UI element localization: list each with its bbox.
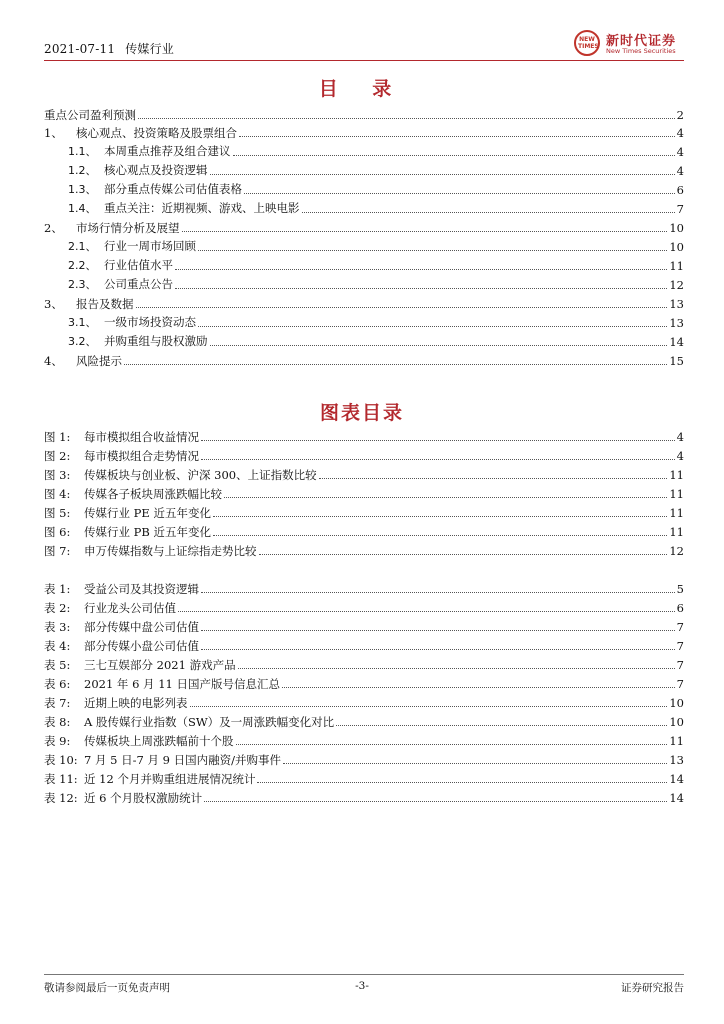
figure-entry-label: 传媒行业 PB 近五年变化 [84,525,211,539]
table-entry[interactable] [44,637,684,653]
logo-mark-icon [574,30,600,56]
table-entry[interactable] [44,656,684,672]
figure-list-title: 图表目录 [319,402,404,424]
figure-entry-page: 12 [669,544,684,558]
toc-entry-page: 10 [669,240,684,254]
table-entry-label: 近 12 个月并购重组进展情况统计 [84,772,256,786]
table-entry-label: 部分传媒小盘公司估值 [84,639,199,653]
dot-leader [198,326,667,327]
table-entry-page: 14 [669,772,684,786]
table-entry-page: 10 [669,715,684,729]
figure-entry[interactable] [44,485,684,501]
report-date: 2021-07-11 [44,42,116,56]
figure-entry-number: 图 2: [44,449,71,463]
figure-entry[interactable] [44,466,684,482]
toc-entry-label: 公司重点公告 [104,277,173,291]
toc-entry[interactable] [44,106,684,122]
table-entry-page: 10 [669,696,684,710]
toc-entry[interactable] [68,238,684,254]
table-entry[interactable] [44,713,684,729]
table-entry-label: 传媒板块上周涨跌幅前十个股 [84,734,234,748]
dot-leader [213,516,667,517]
toc-entry[interactable] [68,257,684,273]
table-entry-label: 7 月 5 日-7 月 9 日国内融资/并购事件 [84,753,281,767]
toc-entry-number: 1.1、 [68,145,97,158]
dot-leader [213,535,667,536]
table-entry-number: 表 4: [44,639,71,653]
table-entry-page: 5 [676,582,684,596]
toc-entry[interactable] [68,200,684,216]
toc-entry-label: 部分重点传媒公司估值表格 [104,182,242,196]
dot-leader [302,212,675,213]
table-entry-page: 6 [676,601,684,615]
table-entry-number: 表 12: [44,791,78,805]
table-entry-number: 表 6: [44,677,71,691]
dot-leader [282,687,675,688]
toc-entry-number: 3.1、 [68,316,97,329]
table-entry-number: 表 3: [44,620,71,634]
dot-leader [201,630,675,631]
figure-entry-label: 申万传媒指数与上证综指走势比较 [84,544,257,558]
toc-entry-label: 行业估值水平 [104,258,173,272]
table-entry-label: 三七互娱部分 2021 游戏产品 [84,658,236,672]
figure-entry-label: 传媒板块与创业板、沪深 300、上证指数比较 [84,468,317,482]
dot-leader [238,668,675,669]
toc-entry[interactable] [68,314,684,330]
industry-label: 传媒行业 [125,42,175,56]
toc-entry[interactable] [68,162,684,178]
table-entry[interactable] [44,580,684,596]
figure-entry-number: 图 5: [44,506,71,520]
dot-leader [201,649,675,650]
table-entry-number: 表 2: [44,601,71,615]
toc-entry[interactable] [68,333,684,349]
toc-entry-page: 4 [676,126,684,140]
toc-entry-number: 1.2、 [68,164,97,177]
figure-entry[interactable] [44,523,684,539]
dot-leader [224,497,667,498]
toc-entry[interactable] [68,276,684,292]
toc-entry-label: 并购重组与股权激励 [104,334,208,348]
toc-entry-page: 10 [669,221,684,235]
table-entry[interactable] [44,751,684,767]
disclaimer-note: 敬请参阅最后一页免责声明 [44,982,170,994]
figure-entry-number: 图 6: [44,525,71,539]
table-entry-number: 表 7: [44,696,71,710]
figure-entry-page: 11 [669,468,684,482]
figure-entry-page: 11 [669,506,684,520]
table-entry[interactable] [44,694,684,710]
toc-entry-label: 核心观点、投资策略及股票组合 [76,126,237,140]
toc-entry-number: 2.3、 [68,278,97,291]
toc-entry[interactable] [44,352,684,368]
toc-entry-label: 本周重点推荐及组合建议 [104,144,231,158]
table-entry-page: 7 [676,620,684,634]
table-entry-number: 表 9: [44,734,71,748]
dot-leader [257,782,667,783]
company-logo [574,28,688,58]
toc-entry-label: 风险提示 [76,354,122,368]
toc-entry-number: 3、 [44,297,63,311]
footer-divider [44,974,684,975]
figure-entry-label: 传媒行业 PE 近五年变化 [84,506,211,520]
table-entry[interactable] [44,789,684,805]
toc-entry-number: 2.2、 [68,259,97,272]
table-entry[interactable] [44,675,684,691]
figure-entry[interactable] [44,447,684,463]
logo-mark-text: NEW TIMES [578,36,599,50]
toc-entry[interactable] [44,219,684,235]
toc-title: 目 录 [318,78,406,100]
toc-entry-number: 1、 [44,126,63,140]
toc-entry-label: 一级市场投资动态 [104,315,196,329]
table-entry-page: 14 [669,791,684,805]
table-entry-page: 7 [676,677,684,691]
figure-entry-number: 图 1: [44,430,71,444]
table-entry-label: 受益公司及其投资逻辑 [84,582,199,596]
toc-entry-page: 2 [676,108,684,122]
table-entry[interactable] [44,732,684,748]
table-entry-page: 11 [669,734,684,748]
figure-entry-page: 4 [676,449,684,463]
dot-leader [178,611,675,612]
toc-entry-page: 4 [676,164,684,178]
dot-leader [259,554,668,555]
toc-entry-number: 4、 [44,354,63,368]
report-type: 证券研究报告 [621,982,684,994]
table-entry-label: A 股传媒行业指数（SW）及一周涨跌幅变化对比 [84,715,335,729]
table-entry-number: 表 11: [44,772,78,786]
dot-leader [210,174,675,175]
dot-leader [319,478,668,479]
dot-leader [201,459,675,460]
header-divider [44,60,684,61]
logo-name-cn: 新时代证券 [606,34,677,49]
table-entry[interactable] [44,770,684,786]
table-entry-page: 7 [676,639,684,653]
figure-entry-label: 每市模拟组合走势情况 [84,449,199,463]
toc-entry-page: 6 [676,183,684,197]
figure-entry-page: 11 [669,487,684,501]
figure-entry-label: 传媒各子板块周涨跌幅比较 [84,487,222,501]
toc-entry-number: 1.4、 [68,202,97,215]
toc-entry[interactable] [44,124,684,140]
table-entry-label: 近期上映的电影列表 [84,696,188,710]
dot-leader [210,345,668,346]
dot-leader [175,269,667,270]
table-entry[interactable] [44,618,684,634]
table-entry-page: 7 [676,658,684,672]
logo-name-en: New Times Securities [606,47,676,55]
table-entry[interactable] [44,599,684,615]
dot-leader [236,744,668,745]
toc-entry-page: 15 [669,354,684,368]
table-entry-page: 13 [669,753,684,767]
dot-leader [198,250,667,251]
toc-entry[interactable] [68,143,684,159]
toc-entry-page: 11 [669,259,684,273]
dot-leader [182,231,668,232]
toc-entry-page: 4 [676,145,684,159]
table-entry-number: 表 1: [44,582,71,596]
figure-entry-page: 4 [676,430,684,444]
toc-entry-page: 13 [669,316,684,330]
figure-entry-number: 图 3: [44,468,71,482]
toc-entry-page: 14 [669,335,684,349]
dot-leader [138,118,675,119]
figure-entry-number: 图 7: [44,544,71,558]
dot-leader [204,801,667,802]
dot-leader [136,307,668,308]
dot-leader [233,155,675,156]
figure-entry[interactable] [44,428,684,444]
table-entry-label: 行业龙头公司估值 [84,601,176,615]
page-header [44,40,180,57]
toc-entry-number: 3.2、 [68,335,97,348]
toc-entry[interactable] [68,181,684,197]
dot-leader [201,592,675,593]
toc-entry-label: 核心观点及投资逻辑 [104,163,208,177]
table-entry-number: 表 5: [44,658,71,672]
toc-entry-label: 报告及数据 [76,297,134,311]
page-number: -3- [355,980,369,992]
toc-entry-number: 2.1、 [68,240,97,253]
dot-leader [175,288,667,289]
toc-entry-label: 市场行情分析及展望 [76,221,180,235]
dot-leader [336,725,667,726]
toc-entry-number: 2、 [44,221,63,235]
dot-leader [124,364,667,365]
figure-entry-page: 11 [669,525,684,539]
dot-leader [201,440,675,441]
toc-entry-label: 行业一周市场回顾 [104,239,196,253]
dot-leader [190,706,668,707]
toc-entry-page: 12 [669,278,684,292]
toc-entry-number: 1.3、 [68,183,97,196]
figure-entry-number: 图 4: [44,487,71,501]
toc-entry[interactable] [44,295,684,311]
figure-entry[interactable] [44,504,684,520]
table-entry-number: 表 10: [44,753,78,767]
figure-entry-label: 每市模拟组合收益情况 [84,430,199,444]
table-entry-label: 近 6 个月股权激励统计 [84,791,203,805]
toc-entry-page: 13 [669,297,684,311]
figure-entry[interactable] [44,542,684,558]
table-entry-number: 表 8: [44,715,71,729]
dot-leader [244,193,675,194]
toc-entry-page: 7 [676,202,684,216]
dot-leader [239,136,675,137]
toc-entry-label: 重点关注：近期视频、游戏、上映电影 [104,201,300,215]
toc-entry-label: 重点公司盈利预测 [44,108,136,122]
table-entry-label: 部分传媒中盘公司估值 [84,620,199,634]
table-entry-label: 2021 年 6 月 11 日国产版号信息汇总 [84,677,280,691]
dot-leader [283,763,667,764]
